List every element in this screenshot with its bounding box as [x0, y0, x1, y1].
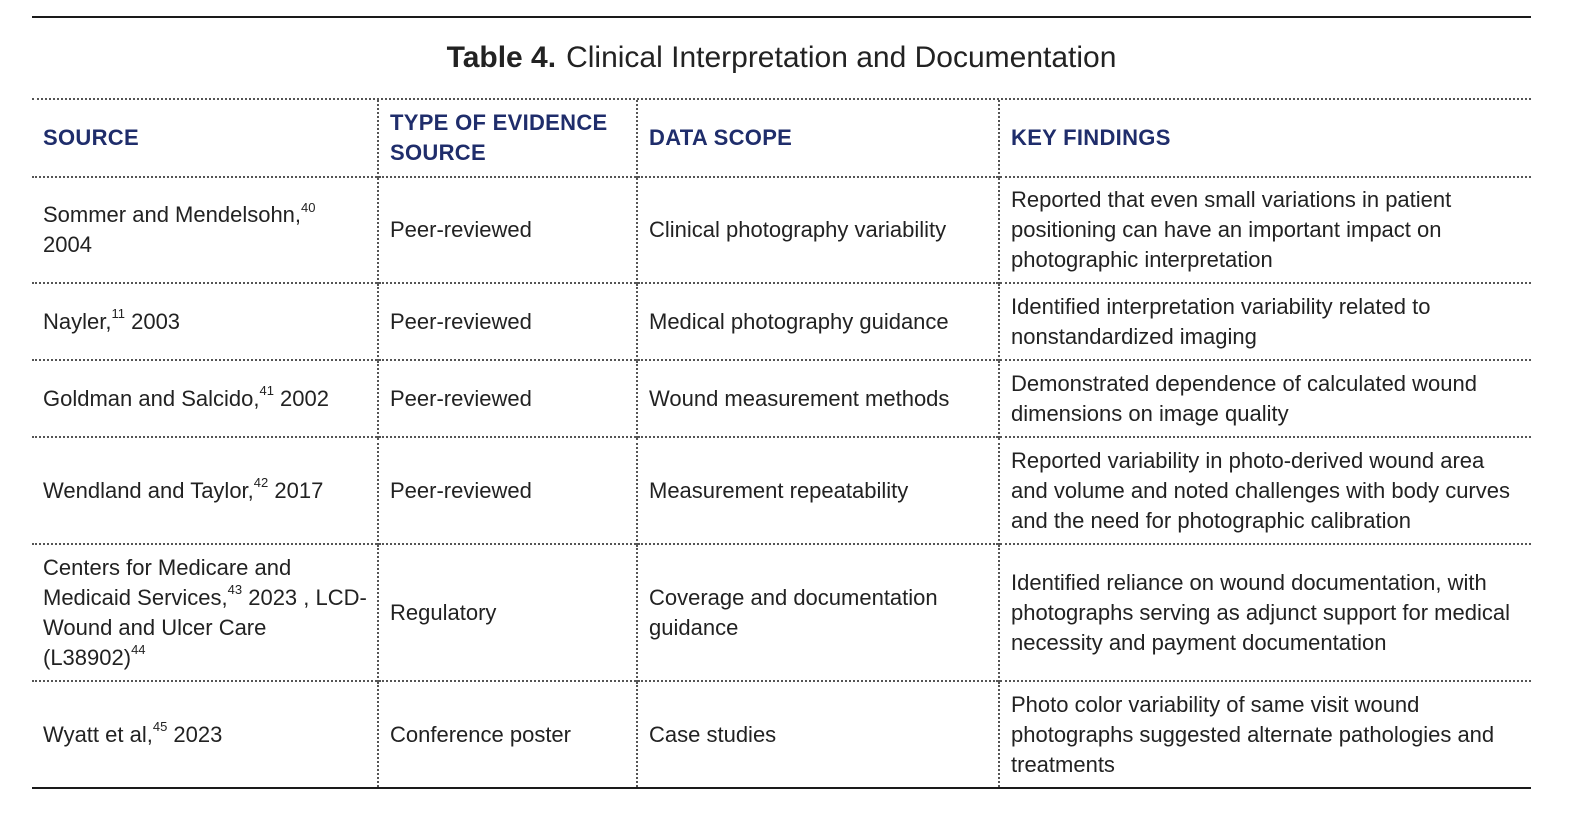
reference-number: 43: [227, 582, 243, 598]
cell-findings: Identified reliance on wound documentation, with photographs serving as adjunct support for medical necessity and payment documentation: [999, 544, 1531, 681]
evidence-table: [32, 100, 1531, 787]
cell-scope: Measurement repeatability: [637, 437, 999, 544]
source-year: 2023: [167, 721, 223, 747]
source-text: Goldman and Salcido,: [43, 385, 260, 411]
header-type-of-evidence-source: TYPE OF EVIDENCE SOURCE: [378, 100, 637, 177]
cell-scope: Coverage and documentation guidance: [637, 544, 999, 681]
bottom-rule: [32, 787, 1531, 789]
cell-type: Peer-reviewed: [378, 437, 637, 544]
table-row: [32, 360, 1531, 437]
cell-source: [32, 437, 378, 544]
cell-type: Conference poster: [378, 681, 637, 787]
source-text: Wendland and Taylor,: [43, 477, 254, 503]
cell-scope: Wound measurement methods: [637, 360, 999, 437]
cell-source: [32, 544, 378, 681]
cell-scope: Case studies: [637, 681, 999, 787]
source-year: 2002: [273, 385, 329, 411]
reference-number: 45: [152, 719, 168, 735]
cell-scope: Clinical photography variability: [637, 177, 999, 283]
cell-findings: Photo color variability of same visit wound photographs suggested alternate pathologies and treatments: [999, 681, 1531, 787]
reference-number: 42: [253, 475, 269, 491]
header-key-findings: KEY FINDINGS: [999, 100, 1531, 177]
cell-source: [32, 283, 378, 360]
source-year: 2023 , LCD-Wound and Ulcer Care (L38902): [43, 584, 367, 670]
reference-number: 11: [111, 306, 125, 322]
cell-findings: Identified interpretation variability related to nonstandardized imaging: [999, 283, 1531, 360]
source-year: 2017: [268, 477, 324, 503]
source-text: Sommer and Mendelsohn,: [43, 202, 302, 227]
table-container: [32, 16, 1531, 789]
cell-source: [32, 360, 378, 437]
table-row: [32, 177, 1531, 283]
source-year: 2004: [43, 232, 92, 257]
table-header-row: [32, 100, 1531, 177]
table-caption-label: Table 4.: [446, 41, 557, 74]
header-data-scope: DATA SCOPE: [637, 100, 999, 177]
source-text: Nayler,: [43, 308, 112, 334]
table-row: [32, 283, 1531, 360]
cell-scope: Medical photography guidance: [637, 283, 999, 360]
header-source: SOURCE: [43, 125, 139, 150]
cell-type: Peer-reviewed: [378, 283, 637, 360]
cell-source: [32, 681, 378, 787]
cell-source: [32, 177, 378, 283]
reference-number: 41: [259, 383, 274, 399]
table-caption: [32, 18, 1531, 100]
reference-number: 40: [301, 199, 316, 215]
reference-number: 44: [131, 642, 146, 658]
table-caption-title: Clinical Interpretation and Documentation: [566, 41, 1117, 74]
cell-findings: Reported variability in photo-derived wound area and volume and noted challenges with body curves and the need for photographic calibration: [999, 437, 1531, 544]
cell-findings: Reported that even small variations in patient positioning can have an important impact on photographic interpretation: [999, 177, 1531, 283]
table-row: [32, 681, 1531, 787]
table-row: [32, 437, 1531, 544]
source-text: Wyatt et al,: [43, 721, 153, 747]
source-year: 2003: [124, 308, 181, 334]
cell-type: Peer-reviewed: [378, 360, 637, 437]
cell-type: Regulatory: [378, 544, 637, 681]
table-row: [32, 544, 1531, 681]
cell-findings: Demonstrated dependence of calculated wound dimensions on image quality: [999, 360, 1531, 437]
cell-type: Peer-reviewed: [378, 177, 637, 283]
source-text: Centers for Medicare and Medicaid Services,: [43, 554, 292, 610]
